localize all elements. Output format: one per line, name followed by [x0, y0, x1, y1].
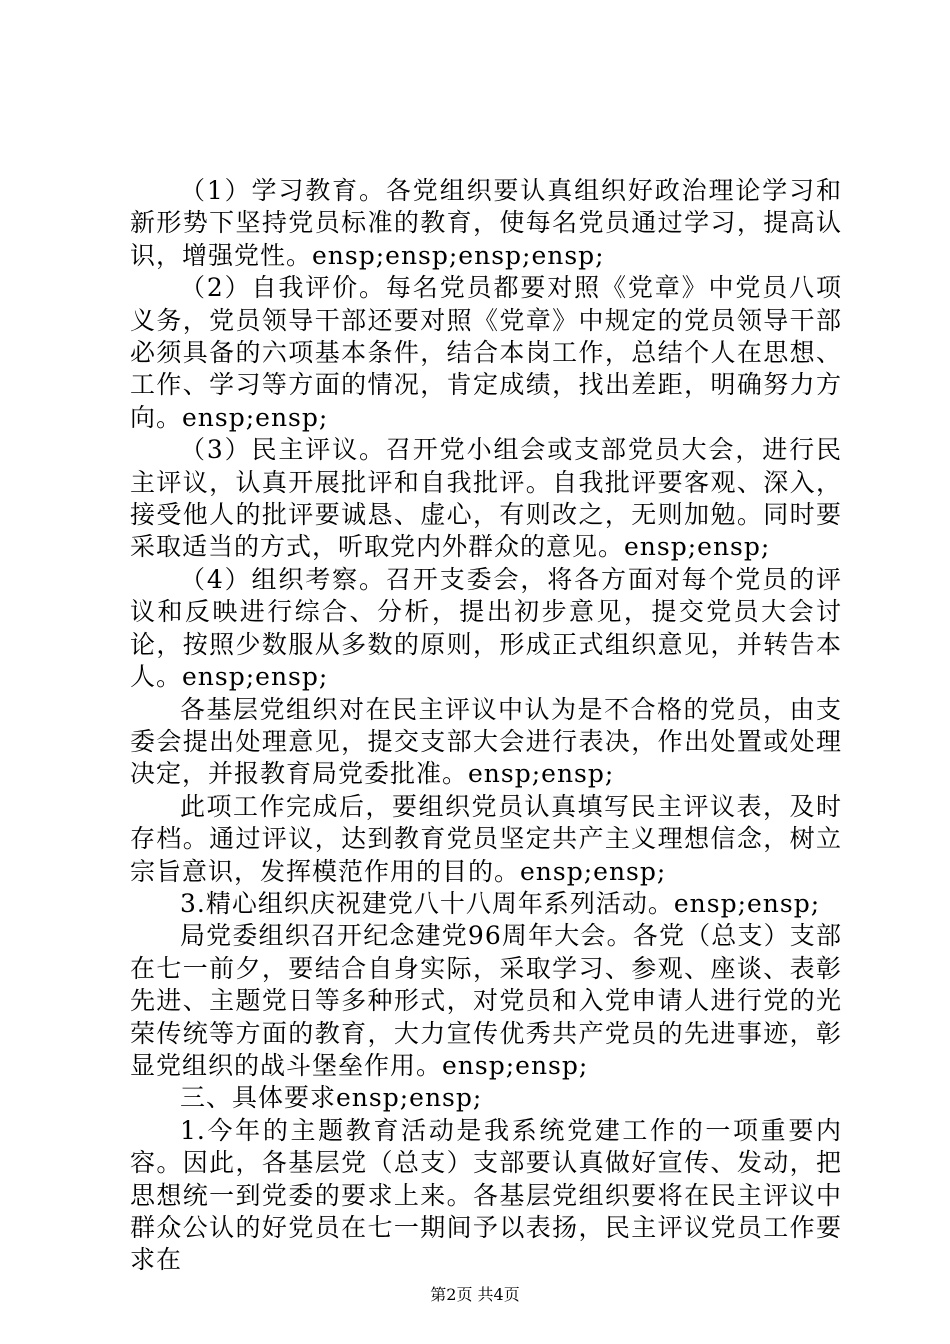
paragraph-self-evaluation: （2）自我评价。每名党员都要对照《党章》中党员八项义务，党员领导干部还要对照《党章》中规定的党员领导干部必须具备的六项基本条件，结合本岗工作，总结个人在思想、工作、学习等方面的情况，肯定成绩，找出差距，明确努力方向。ensp;ensp;	[130, 273, 842, 432]
paragraph-anniversary-meeting: 局党委组织召开纪念建党96周年大会。各党（总支）支部在七一前夕，要结合自身实际，采取学习、参观、座谈、表彰先进、主题党日等多种形式，对党员和入党申请人进行党的光荣传统等方面的教育，大力宣传优秀共产党员的先进事迹，彰显党组织的战斗堡垒作用。ensp;ensp;	[130, 921, 842, 1080]
paragraph-organization-inspection: （4）组织考察。召开支委会，将各方面对每个党员的评议和反映进行综合、分析，提出初步意见，提交党员大会讨论，按照少数服从多数的原则，形成正式组织意见，并转告本人。ensp;ensp;	[130, 564, 842, 692]
paragraph-study-education: （1）学习教育。各党组织要认真组织好政治理论学习和新形势下坚持党员标准的教育，使每名党员通过学习，提高认识，增强党性。ensp;ensp;ensp;ensp;	[130, 176, 842, 270]
paragraph-archiving: 此项工作完成后，要组织党员认真填写民主评议表，及时存档。通过评议，达到教育党员坚定共产主义理想信念，树立宗旨意识，发挥模范作用的目的。ensp;ensp;	[130, 791, 842, 886]
page-number-footer: 第2页 共4页	[430, 1285, 520, 1304]
document-body	[130, 175, 842, 1277]
section-heading-requirements: 三、具体要求ensp;ensp;	[180, 1083, 483, 1113]
paragraph-unqualified-members: 各基层党组织对在民主评议中认为是不合格的党员，由支委会提出处理意见，提交支部大会进行表决，作出处置或处理决定，并报教育局党委批准。ensp;ensp;	[130, 694, 842, 789]
paragraph-requirement-1: 1.今年的主题教育活动是我系统党建工作的一项重要内容。因此，各基层党（总支）支部要认真做好宣传、发动，把思想统一到党委的要求上来。各基层党组织要将在民主评议中群众公认的好党员在七一期间予以表扬，民主评议党员工作要求在	[130, 1115, 842, 1275]
paragraph-anniversary-activities: 3.精心组织庆祝建党八十八周年系列活动。ensp;ensp;	[180, 888, 821, 918]
paragraph-democratic-review: （3）民主评议。召开党小组会或支部党员大会，进行民主评议，认真开展批评和自我批评。自我批评要客观、深入，接受他人的批评要诚恳、虚心，有则改之，无则加勉。同时要采取适当的方式，听取党内外群众的意见。ensp;ensp;	[130, 435, 842, 562]
